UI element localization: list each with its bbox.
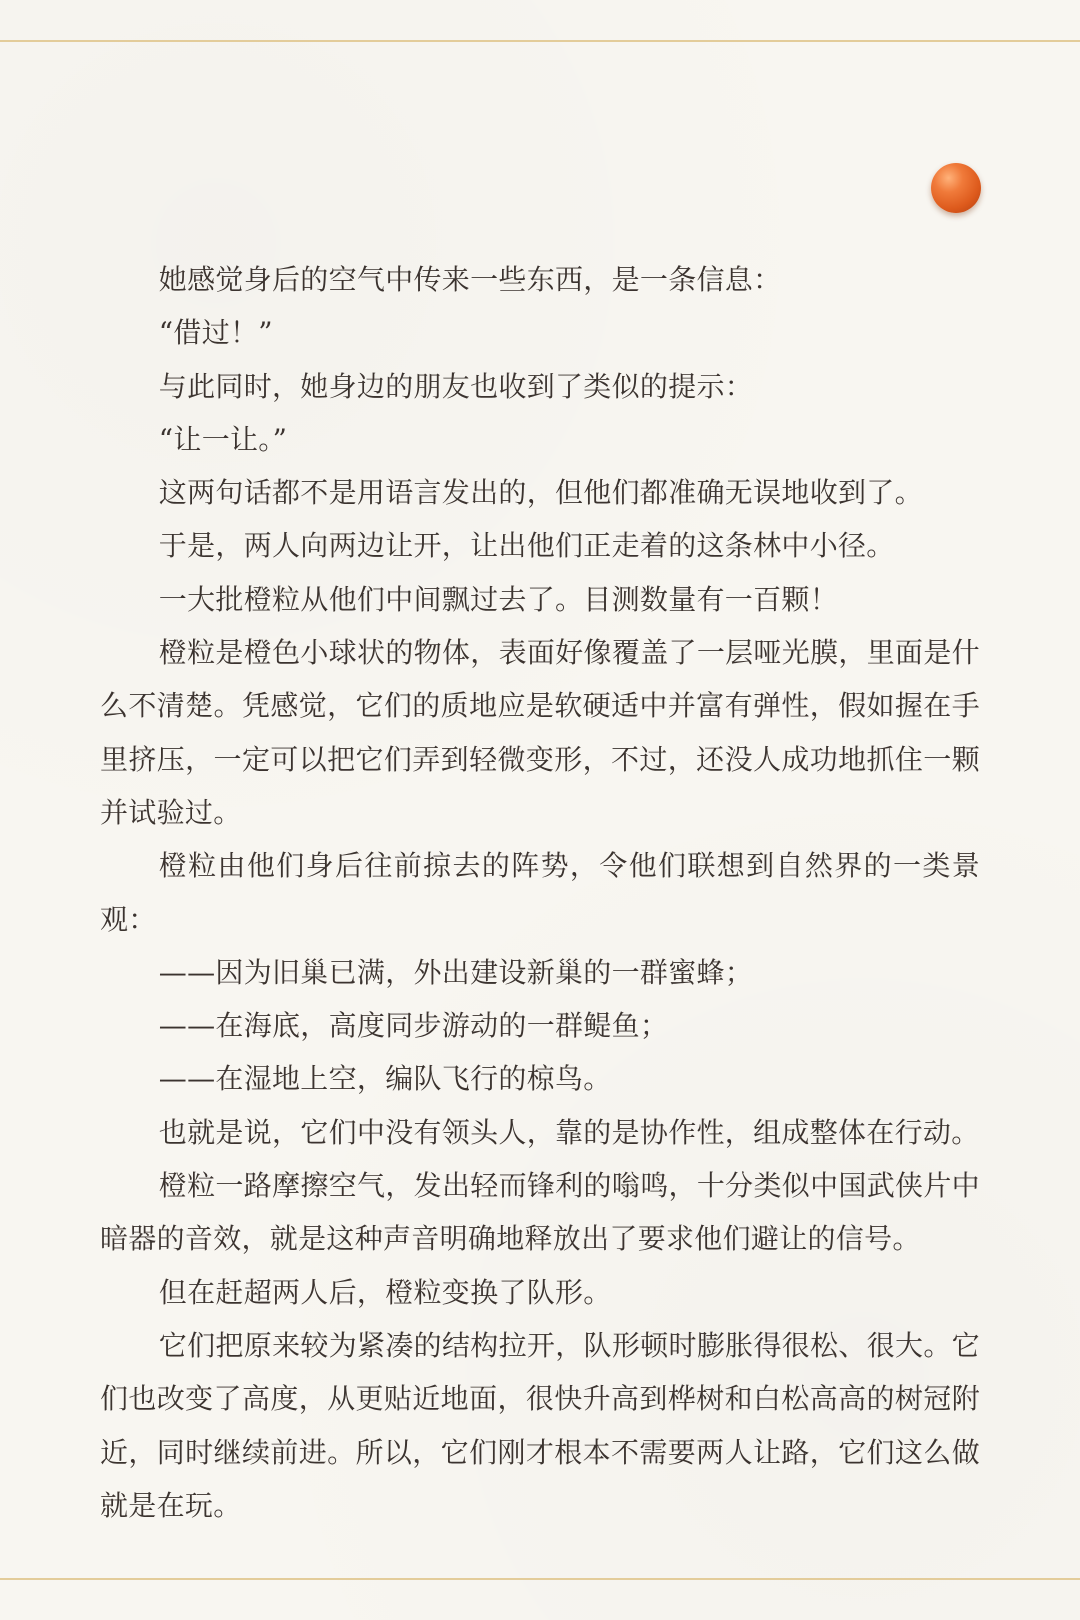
paragraph: 橙粒一路摩擦空气，发出轻而锋利的嗡鸣，十分类似中国武侠片中暗器的音效，就是这种声音明确地释放出了要求他们避让的信号。	[100, 1169, 980, 1256]
paragraph: 它们把原来较为紧凑的结构拉开，队形顿时膨胀得很松、很大。它们也改变了高度，从更贴近地面，很快升高到桦树和白松高高的树冠附近，同时继续前进。所以，它们刚才根本不需要两人让路，它们这么做就是在玩。	[100, 1328, 980, 1522]
paragraph: 橙粒是橙色小球状的物体，表面好像覆盖了一层哑光膜，里面是什么不清楚。凭感觉，它们的质地应是软硬适中并富有弹性，假如握在手里挤压，一定可以把它们弄到轻微变形，不过，还没人成功地抓住一颗并试验过。	[100, 636, 980, 829]
paragraph: “让一让。”	[158, 422, 288, 456]
paragraph: 也就是说，它们中没有领头人，靠的是协作性，组成整体在行动。	[158, 1115, 980, 1149]
paragraph: “借过！”	[158, 316, 273, 350]
top-rule	[0, 40, 1080, 42]
paragraph: 这两句话都不是用语言发出的，但他们都准确无误地收到了。	[158, 476, 923, 510]
paragraph: ——在海底，高度同步游动的一群鳀鱼；	[158, 1009, 669, 1043]
paragraph: 于是，两人向两边让开，让出他们正走着的这条林中小径。	[158, 529, 895, 563]
paragraph: 与此同时，她身边的朋友也收到了类似的提示：	[158, 369, 754, 403]
paragraph: ——因为旧巢已满，外出建设新巢的一群蜜蜂；	[158, 955, 754, 989]
paragraph: 橙粒由他们身后往前掠去的阵势，令他们联想到自然界的一类景观：	[100, 849, 980, 936]
bottom-rule	[0, 1578, 1080, 1580]
paragraph: 一大批橙粒从他们中间飘过去了。目测数量有一百颗！	[158, 582, 838, 616]
paragraph: 但在赶超两人后，橙粒变换了队形。	[158, 1275, 612, 1309]
paragraph: ——在湿地上空，编队飞行的椋鸟。	[158, 1062, 612, 1096]
paragraph: 她感觉身后的空气中传来一些东西，是一条信息：	[158, 263, 782, 296]
orange-orb-icon	[931, 163, 981, 213]
body-text	[100, 253, 980, 1532]
